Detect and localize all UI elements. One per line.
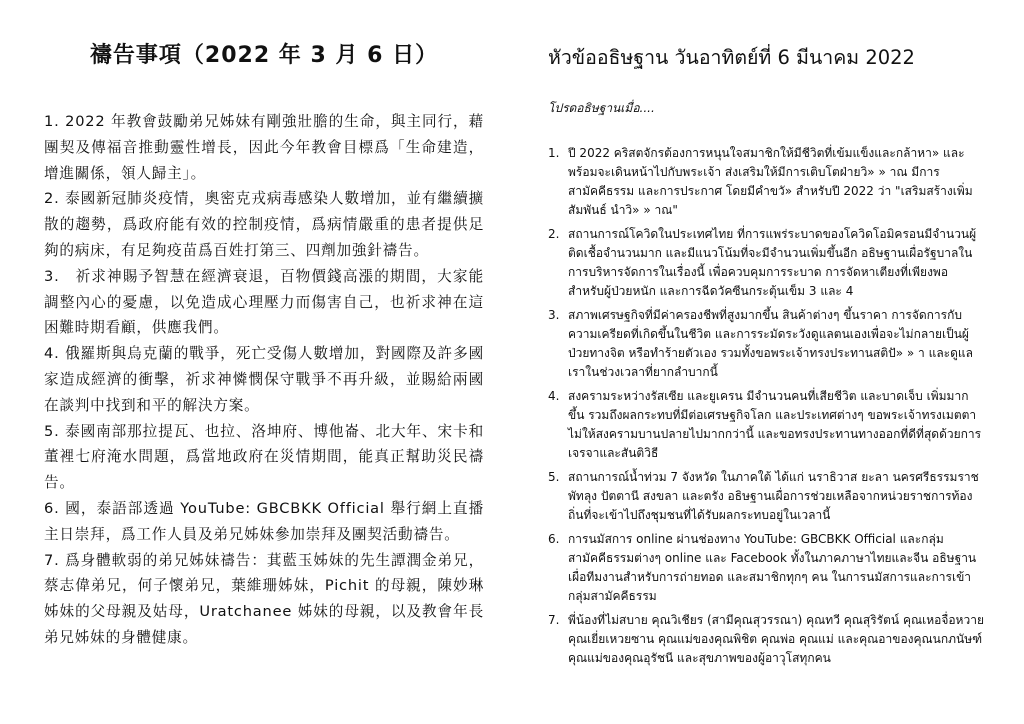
chinese-title: 禱告事項（2022 年 3 月 6 日） [89, 43, 439, 68]
chinese-prayer-item-3: 3. 祈求神賜予智慧在經濟衰退，百物價錢高漲的期間，大家能調整內心的憂慮，以免造成心理壓力而傷害自己，也祈求神在這困難時期看顧，供應我們。 [44, 267, 484, 337]
thai-item-text: พี่น้องที่ไม่สบาย คุณวิเชียร (สามีคุณสุวรรณา) คุณทวี คุณสุริรัตน์ คุณเหอจื่อหวาย คุณเยี่ยเหวยซาน คุณแม่ของคุณพิชิต คุณพ่อ คุณแม่ และคุณอาของคุณนกภนัษฑ์ คุณแม่ของคุณอุรัชนี และสุขภาพของผู้อาวุโสทุกคน [568, 613, 984, 665]
chinese-prayer-list [44, 109, 484, 651]
chinese-prayer-item-7: 7. 爲身體軟弱的弟兄姊妹禱告：萁藍玉姊妹的先生譚潤金弟兄，蔡志偉弟兄，何子懷弟兄，葉維珊姊妹，Pichit 的母親，陳妙琳姊妹的父母親及姑母，Uratchanee 姊妹的母親，以及教會年長弟兄姊妹的身體健康。 [44, 551, 484, 646]
thai-prayer-list [548, 144, 984, 668]
thai-prayer-item-2 [548, 225, 984, 301]
chinese-prayer-item-6: 6. 國，泰語部透過 YouTube: GBCBKK Official 舉行網上直播主日崇拜，爲工作人員及弟兄姊妹參加崇拜及團契活動禱告。 [44, 499, 484, 543]
thai-item-text: การนมัสการ online ผ่านช่องทาง YouTube: GBCBKK Official และกลุ่มสามัคคีธรรมต่างๆ online และ Facebook ทั้งในภาคภาษาไทยและจีน อธิษฐานเผื่อทีมงานสำหรับการถ่ายทอด และสมาชิกทุกๆ คน ในการนมัสการและการเข้ากลุ่มสามัคคีธรรม [568, 532, 977, 603]
thai-prayer-item-7 [548, 611, 984, 668]
thai-item-number: 4. [548, 389, 560, 403]
chinese-prayer-item-5: 5. 泰國南部那拉提瓦、也拉、洛坤府、博他崙、北大年、宋卡和董裡七府淹水問題，爲當地政府在災情期間，能真正幫助災民禱告。 [44, 422, 484, 492]
thai-prayer-item-6 [548, 530, 984, 606]
thai-item-number: 6. [548, 532, 560, 546]
thai-prayer-item-5 [548, 468, 984, 525]
chinese-prayer-item-4: 4. 俄羅斯與烏克蘭的戰爭，死亡受傷人數增加，對國際及許多國家造成經濟的衝擊，祈求神憐憫保守戰爭不再升級，並賜給兩國在談判中找到和平的解決方案。 [44, 345, 484, 414]
thai-item-text: ปี 2022 คริสตจักรต้องการหนุนใจสมาชิกให้มีชีวิตที่เข้มแข็งและกล้าหา» และพร้อมจะเดินหน้าไปกับพระเจ้า ส่งเสริมให้มีการเติบโตฝ่ายวิ» » าณ มีการสามัคคีธรรม และการประกาศ โดยมีคำขวั» สำหรับปี 2022 ว่า "เสริมสร้างเพิ่มสัมพันธ์ นำวิ» » าณ" [568, 146, 973, 217]
chinese-prayer-item-1: 1. 2022 年教會鼓勵弟兄姊妹有剛強壯膽的生命，與主同行，藉團契及傳福音推動靈性增長，因此今年教會目標爲「生命建造，增進關係，領人歸主」。 [44, 113, 484, 182]
thai-item-text: สถานการณ์น้ำท่วม 7 จังหวัด ในภาคใต้ ได้แก่ นราธิวาส ยะลา นครศรีธรรมราช พัทลุง ปัตตานี สงขลา และตรัง อธิษฐานเผื่อการช่วยเหลือจากหน่วยราชการท้องถิ่นที่จะเข้าไปถึงชุมชนที่ได้รับผลกระทบอยู่ในเวลานี้ [568, 470, 979, 522]
thai-title: หัวข้ออธิษฐาน วันอาทิตย์ที่ 6 มีนาคม 2022 [548, 46, 915, 69]
thai-prayer-item-3 [548, 306, 984, 382]
thai-item-text: สงครามระหว่างรัสเซีย และยูเครน มีจำนวนคนที่เสียชีวิต และบาดเจ็บ เพิ่มมากขึ้น รวมถึงผลกระทบที่มีต่อเศรษฐกิจโลก และประเทศต่างๆ ขอพระเจ้าทรงเมตตาไม่ให้สงครามบานปลายไปมากกว่านี้ และขอทรงประทานทางออกที่ดีที่สุดด้วยการเจรจาและสันติวิธี [568, 389, 982, 460]
thai-item-number: 7. [548, 613, 560, 627]
thai-item-number: 1. [548, 146, 560, 160]
thai-prayer-item-4 [548, 387, 984, 463]
thai-prayer-item-1 [548, 144, 984, 220]
thai-intro: โปรดอธิษฐานเมื่อ.... [548, 101, 655, 115]
thai-item-number: 2. [548, 227, 560, 241]
thai-item-text: สถานการณ์โควิดในประเทศไทย ที่การแพร่ระบาดของโควิดโอมิครอนมีจำนวนผู้ติดเชื้อจำนวนมาก และมีแนวโน้มที่จะมีจำนวนเพิ่มขึ้นอีก อธิษฐานเผื่อรัฐบาลในการบริหารจัดการในเรื่องนี้ เพื่อควบคุมการระบาด การจัดหาเตียงที่เพียงพอสำหรับผู้ป่วยหนัก และการฉีดวัคซีนกระตุ้นเข็ม 3 และ 4 [568, 227, 977, 298]
thai-item-number: 3. [548, 308, 560, 322]
thai-item-number: 5. [548, 470, 560, 484]
chinese-prayer-item-2: 2. 泰國新冠肺炎疫情，奧密克戎病毒感染人數增加，並有繼續擴散的趨勢，爲政府能有效的控制疫情，爲病情嚴重的患者提供足夠的病床，有足夠疫苗爲百姓打第三、四劑加強針禱告。 [44, 190, 484, 259]
thai-column [548, 42, 984, 673]
thai-item-text: สภาพเศรษฐกิจที่มีค่าครองชีพที่สูงมากขึ้น สินค้าต่างๆ ขึ้นราคา การจัดการกับความเครียดที่เกิดขึ้นในชีวิต และการระมัดระวังดูแลตนเองเพื่อจะไม่กลายเป็นผู้ป่วยทางจิต หรือทำร้ายตัวเอง รวมทั้งขอพระเจ้าทรงประทานสติปั» » า และดูแลเราในช่วงเวลาที่ยากลำบากนี้ [568, 308, 974, 379]
chinese-column [44, 38, 484, 651]
